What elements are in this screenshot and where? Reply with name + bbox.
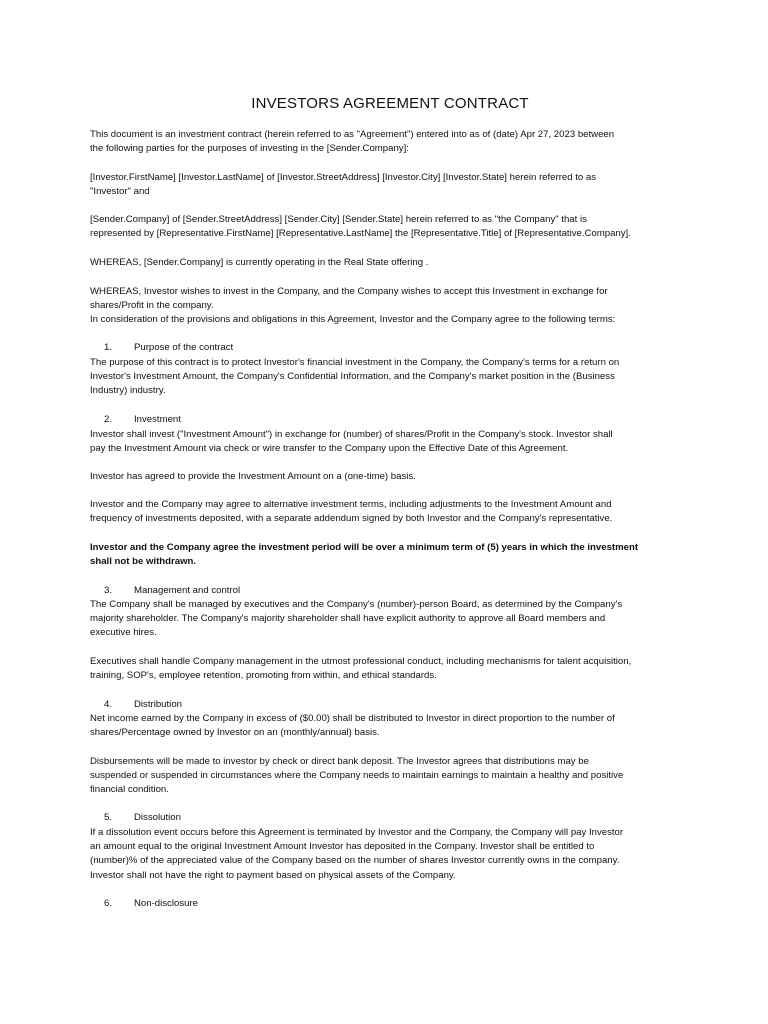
section-title: Distribution xyxy=(134,699,182,710)
text-line: In consideration of the provisions and obligations in this Agreement, Investor and the Company agree to the following terms: xyxy=(90,314,616,326)
section-number: 6. xyxy=(103,898,112,909)
text-line: shall not be withdrawn. xyxy=(90,556,197,568)
text-line: Executives shall handle Company management in the utmost professional conduct, including mechanisms for talent acquisition, xyxy=(90,656,632,667)
text-line: WHEREAS, [Sender.Company] is currently operating in the Real State offering . xyxy=(90,257,429,268)
investor-party-paragraph xyxy=(90,171,690,199)
section-title: Dissolution xyxy=(134,812,181,823)
text-line: Investor shall invest ("Investment Amount") in exchange for (number) of shares/Profit in the Company's stock. Investor shall xyxy=(90,429,613,440)
text-line: [Investor.FirstName] [Investor.LastName] of [Investor.StreetAddress] [Investor.City] [Investor.State] herein referred to as xyxy=(90,172,597,183)
section-heading-management xyxy=(90,584,690,598)
company-party-paragraph xyxy=(90,213,690,241)
purpose-paragraph xyxy=(90,356,690,399)
section-heading-non-disclosure xyxy=(90,897,690,911)
section-number: 2. xyxy=(103,414,112,425)
section-title: Non-disclosure xyxy=(134,898,198,909)
text-line: executive hires. xyxy=(90,627,157,639)
text-line: financial condition. xyxy=(90,784,169,796)
text-line: Investor and the Company may agree to alternative investment terms, including adjustments to the Investment Amount and xyxy=(90,499,612,510)
distribution-paragraph-1 xyxy=(90,712,690,740)
section-heading-dissolution xyxy=(90,811,690,825)
text-line: Disbursements will be made to investor by check or direct bank deposit. The Investor agrees that distributions may be xyxy=(90,756,589,767)
text-line: (number)% of the appreciated value of the Company based on the number of shares Investor currently owns in the company. xyxy=(90,855,620,867)
investment-paragraph-3 xyxy=(90,498,690,526)
distribution-paragraph-2 xyxy=(90,755,690,798)
text-line: Investor shall not have the right to payment based on physical assets of the Company. xyxy=(90,869,456,881)
text-line: The purpose of this contract is to protect Investor's financial investment in the Company, the Company's terms for a return on xyxy=(90,357,620,368)
text-line: training, SOP's, employee retention, promoting from within, and ethical standards. xyxy=(90,670,437,682)
section-number: 5. xyxy=(103,812,112,823)
document-title: INVESTORS AGREEMENT CONTRACT xyxy=(251,95,529,112)
text-line: WHEREAS, Investor wishes to invest in the Company, and the Company wishes to accept this Investment in exchange for xyxy=(90,286,608,297)
section-title: Investment xyxy=(134,414,181,425)
section-title: Management and control xyxy=(134,585,241,596)
text-line: the following parties for the purposes of investing in the [Sender.Company]: xyxy=(90,143,409,155)
text-line: an amount equal to the original Investment Amount Investor has deposited in the Company. Investor shall be entitled to xyxy=(90,841,595,853)
text-line: The Company shall be managed by executives and the Company's (number)-person Board, as determined by the Company's xyxy=(90,599,623,610)
whereas-paragraph-1 xyxy=(90,256,690,270)
text-line: majority shareholder. The Company's majority shareholder shall have explicit authority to approve all Board members and xyxy=(90,613,606,625)
section-heading-purpose xyxy=(90,341,690,355)
text-line: Investor's Investment Amount, the Company's Confidential Information, and the Company's market position in the (Business xyxy=(90,371,615,383)
text-line: "Investor" and xyxy=(90,186,150,198)
management-paragraph-1 xyxy=(90,598,690,641)
text-line: frequency of investments deposited, with a separate addendum signed by both Investor and the Company's representative. xyxy=(90,513,613,525)
investment-term-paragraph xyxy=(90,541,690,569)
whereas-paragraph-2 xyxy=(90,285,690,328)
text-line: [Sender.Company] of [Sender.StreetAddress] [Sender.City] [Sender.State] herein referred to as "the Company" that is xyxy=(90,214,587,225)
section-number: 4. xyxy=(103,699,112,710)
text-line: shares/Profit in the company. xyxy=(90,300,214,312)
text-line: Net income earned by the Company in excess of ($0.00) shall be distributed to Investor in direct proportion to the number of xyxy=(90,713,615,724)
text-line: This document is an investment contract (herein referred to as "Agreement") entered into as of (date) Apr 27, 2023 between xyxy=(90,129,615,140)
text-line: shares/Percentage owned by Investor on an (monthly/annual) basis. xyxy=(90,727,380,739)
investment-paragraph-2 xyxy=(90,470,690,484)
investment-paragraph-1 xyxy=(90,428,690,456)
management-paragraph-2 xyxy=(90,655,690,683)
text-line: Investor has agreed to provide the Investment Amount on a (one-time) basis. xyxy=(90,471,416,482)
text-line: Investor and the Company agree the investment period will be over a minimum term of (5) years in which the investment xyxy=(90,542,639,553)
text-line: suspended or suspended in circumstances where the Company needs to maintain earnings to maintain a healthy and positive xyxy=(90,770,624,782)
section-title: Purpose of the contract xyxy=(134,342,234,353)
text-line: pay the Investment Amount via check or wire transfer to the Company upon the Effective Date of this Agreement. xyxy=(90,443,569,455)
text-line: represented by [Representative.FirstName] [Representative.LastName] the [Representative.Title] of [Representative.Company]. xyxy=(90,228,631,240)
section-number: 1. xyxy=(103,342,112,353)
section-number: 3. xyxy=(103,585,112,596)
dissolution-paragraph xyxy=(90,826,690,883)
text-line: Industry) industry. xyxy=(90,385,166,397)
section-heading-distribution xyxy=(90,698,690,712)
section-heading-investment xyxy=(90,413,690,427)
intro-paragraph xyxy=(90,128,690,156)
text-line: If a dissolution event occurs before this Agreement is terminated by Investor and the Company, the Company will pay Investor xyxy=(90,827,624,838)
